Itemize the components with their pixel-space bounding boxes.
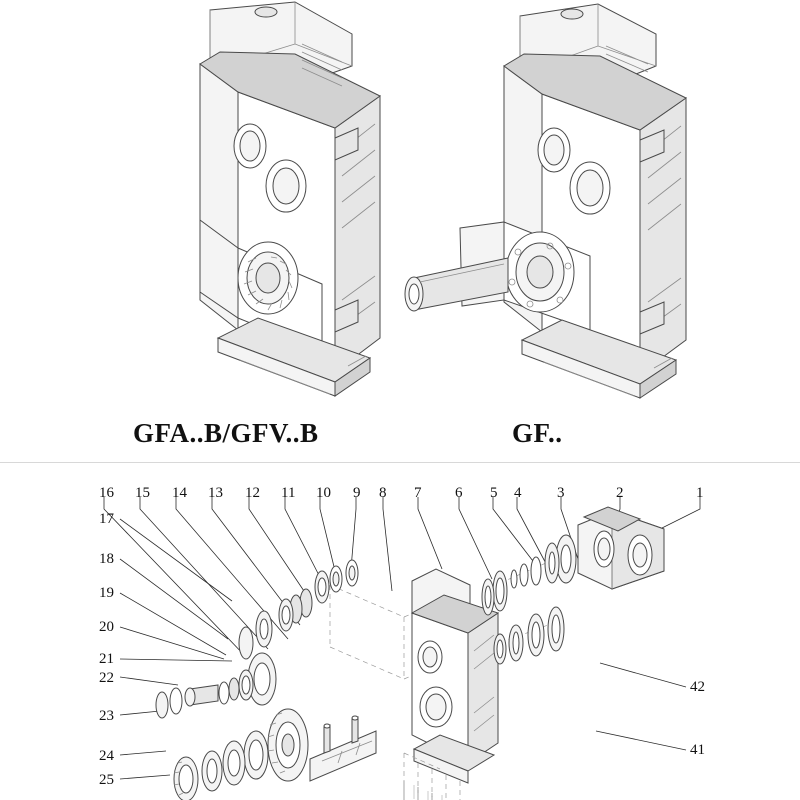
callout-2: 2 [616,485,624,501]
callout-4: 4 [514,485,522,501]
callout-13: 13 [208,485,223,501]
callout-20: 20 [99,619,114,635]
callout-14: 14 [172,485,187,501]
callout-16: 16 [99,485,114,501]
callout-23: 23 [99,708,114,724]
callout-22: 22 [99,670,114,686]
callout-15: 15 [135,485,150,501]
callout-7: 7 [414,485,422,501]
exploded-view [0,463,800,800]
callout-24: 24 [99,748,114,764]
callout-18: 18 [99,551,114,567]
callout-10: 10 [316,485,331,501]
caption-gfa-b-gfv-b: GFA..B/GFV..B [133,418,319,448]
callout-42: 42 [690,679,705,695]
exploded-parts-svg [0,463,800,800]
callout-11: 11 [281,485,296,501]
caption-gf: GF.. [512,418,563,448]
callout-17: 17 [99,511,114,527]
callout-8: 8 [379,485,387,501]
gearbox-drawing-right [400,0,720,400]
callout-19: 19 [99,585,114,601]
callout-21: 21 [99,651,114,667]
gearbox-drawing-left [90,0,390,400]
callout-41: 41 [690,742,705,758]
callout-25: 25 [99,772,114,788]
callout-5: 5 [490,485,498,501]
callout-6: 6 [455,485,463,501]
callout-9: 9 [353,485,361,501]
callout-12: 12 [245,485,260,501]
callout-3: 3 [557,485,565,501]
callout-1: 1 [696,485,704,501]
